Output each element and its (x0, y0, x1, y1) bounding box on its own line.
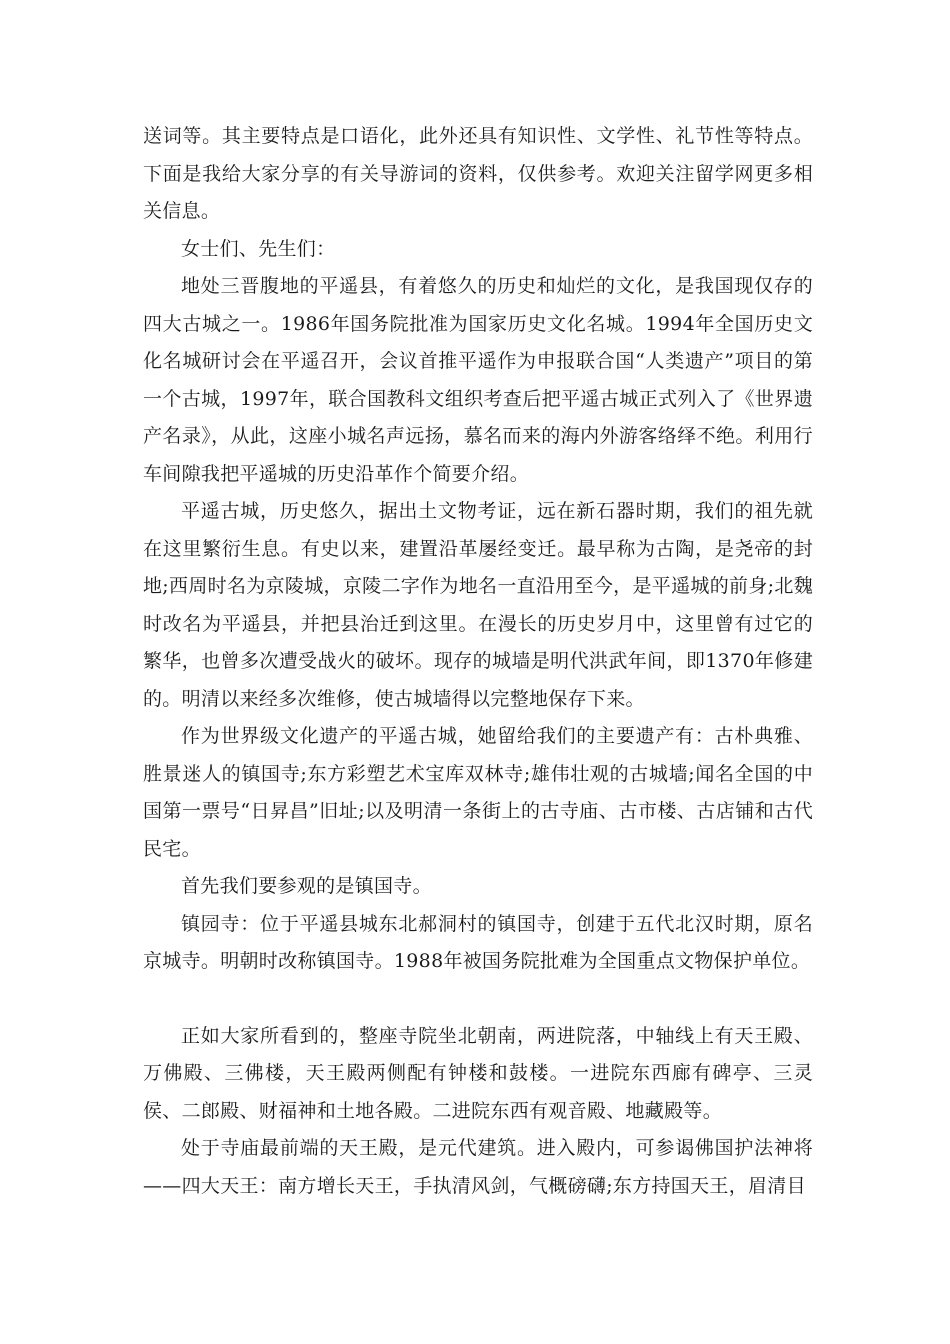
document-body (143, 118, 813, 1205)
paragraph-intro-continued: 送词等。其主要特点是口语化，此外还具有知识性、文学性、礼节性等特点。下面是我给大家分享的有关导游词的资料，仅供参考。欢迎关注留学网更多相关信息。 (143, 125, 813, 222)
paragraph-tianwang-hall: 处于寺庙最前端的天王殿，是元代建筑。进入殿内，可参谒佛国护法神将——四大天王：南方增长天王，手执清风剑，气概磅礴;东方持国天王，眉清目 (143, 1137, 813, 1197)
paragraph-first-visit: 首先我们要参观的是镇国寺。 (181, 875, 432, 897)
paragraph-temple-layout: 正如大家所看到的，整座寺院坐北朝南，两进院落，中轴线上有天王殿、万佛殿、三佛楼，天王殿两侧配有钟楼和鼓楼。一进院东西廊有碑亭、三灵侯、二郎殿、财福神和土地各殿。二进院东西有观音殿、地藏殿等。 (143, 1024, 813, 1122)
paragraph-pingyao-history: 平遥古城，历史悠久，据出土文物考证，远在新石器时期，我们的祖先就在这里繁衍生息。有史以来，建置沿革屡经变迁。最早称为古陶，是尧帝的封地;西周时名为京陵城，京陵二字作为地名一直沿用至今，是平遥城的前身;北魏时改名为平遥县，并把县治迁到这里。在漫长的历史岁月中，这里曾有过它的繁华，也曾多次遭受战火的破坏。现存的城墙是明代洪武年间，即1370年修建的。明清以来经多次维修，使古城墙得以完整地保存下来。 (143, 500, 813, 710)
paragraph-pingyao-overview: 地处三晋腹地的平遥县，有着悠久的历史和灿烂的文化，是我国现仅存的四大古城之一。1986年国务院批准为国家历史文化名城。1994年全国历史文化名城研讨会在平遥召开，会议首推平遥作为申报联合国“人类遗产”项目的第一个古城，1997年，联合国教科文组织考查后把平遥古城正式列入了《世界遗产名录》，从此，这座小城名声远扬，慕名而来的海内外游客络绎不绝。利用行车间隙我把平遥城的历史沿革作个简要介绍。 (143, 275, 813, 485)
paragraph-zhenguo-temple: 镇园寺：位于平遥县城东北郝洞村的镇国寺，创建于五代北汉时期，原名京城寺。明朝时改称镇国寺。1988年被国务院批难为全国重点文物保护单位。 (143, 912, 813, 972)
paragraph-heritage-list: 作为世界级文化遗产的平遥古城，她留给我们的主要遗产有：古朴典雅、胜景迷人的镇国寺;东方彩塑艺术宝库双林寺;雄伟壮观的古城墙;闻名全国的中国第一票号“日昇昌”旧址;以及明清一条街上的古寺庙、古市楼、古店铺和古代民宅。 (143, 725, 813, 860)
blank-line (143, 981, 813, 1018)
paragraph-greeting: 女士们、先生们： (181, 237, 336, 260)
